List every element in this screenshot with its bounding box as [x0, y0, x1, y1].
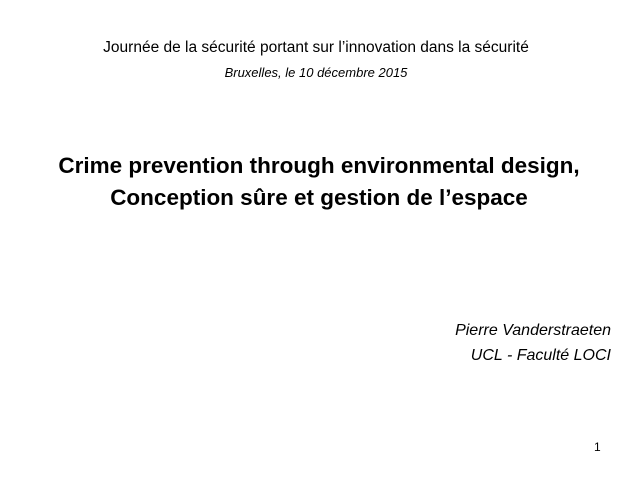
author-affiliation: UCL - Faculté LOCI	[470, 347, 611, 364]
page-number: 1	[594, 440, 601, 454]
event-place-date: Bruxelles, le 10 décembre 2015	[224, 65, 408, 80]
author-name: Pierre Vanderstraeten	[455, 322, 611, 339]
slide-title-line-1: Crime prevention through environmental design,	[58, 153, 580, 178]
slide-title	[0, 150, 638, 214]
author-block	[455, 318, 611, 368]
event-title: Journée de la sécurité portant sur l’innovation dans la sécurité	[103, 39, 529, 56]
slide-title-line-2: Conception sûre et gestion de l’espace	[110, 185, 528, 210]
